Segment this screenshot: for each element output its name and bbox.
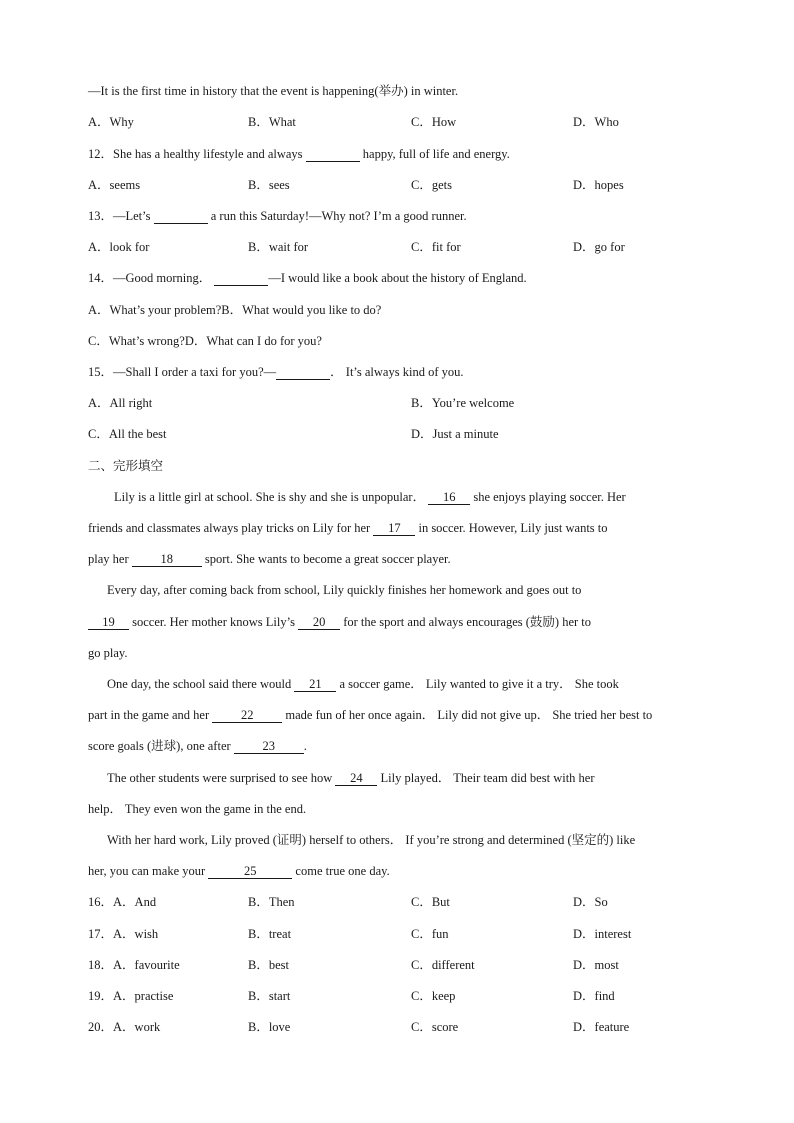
q12-stem-b: happy, full of life and energy. <box>359 147 510 161</box>
passage-text: One day, the school said there would <box>107 677 295 691</box>
q11-option-a[interactable]: A．Why <box>88 115 134 129</box>
blank-21[interactable]: 21 <box>294 677 336 692</box>
blank-25[interactable]: 25 <box>208 864 292 879</box>
q13-blank[interactable] <box>154 209 208 224</box>
option-text: A．work <box>113 1020 161 1034</box>
cloze-16-option-d[interactable]: D．So <box>573 895 608 909</box>
passage-text: score goals (进球), one after <box>88 739 234 753</box>
question-number: 20． <box>88 1020 114 1034</box>
blank-23[interactable]: 23 <box>234 739 304 754</box>
q11-stem-text: —It is the first time in history that the event is happening(举办) in winter. <box>88 84 459 98</box>
blank-22[interactable]: 22 <box>212 708 282 723</box>
passage-text: . <box>303 739 307 753</box>
q14-options-line2[interactable]: C．What’s wrong?D．What can I do for you? <box>88 334 322 348</box>
option-text: A．practise <box>113 989 174 1003</box>
option-text: A．And <box>113 895 157 909</box>
question-number: 16． <box>88 895 114 909</box>
q12-stem <box>88 145 704 163</box>
passage-line-10 <box>107 769 704 787</box>
passage-text: her, you can make your <box>88 864 209 878</box>
q14-stem-b: —I would like a book about the history of England. <box>268 271 527 285</box>
passage-text: soccer. Her mother knows Lily’s <box>129 615 299 629</box>
passage-line-8 <box>88 706 704 724</box>
passage-line-13 <box>88 862 704 880</box>
passage-line-9 <box>88 737 704 755</box>
cloze-18-option-b[interactable]: B．best <box>248 958 289 972</box>
blank-17[interactable]: 17 <box>373 521 415 536</box>
q11-option-d[interactable]: D．Who <box>573 115 619 129</box>
passage-text: come true one day. <box>292 864 390 878</box>
q13-option-d[interactable]: D．go for <box>573 240 625 254</box>
cloze-20-option-a[interactable] <box>88 1018 160 1036</box>
cloze-19-option-c[interactable]: C．keep <box>411 989 456 1003</box>
passage-text: in soccer. However, Lily just wants to <box>415 521 608 535</box>
question-number: 17． <box>88 927 114 941</box>
passage-text: Lily played． Their team did best with her <box>377 771 595 785</box>
cloze-18-option-d[interactable]: D．most <box>573 958 619 972</box>
q12-option-a[interactable]: A．seems <box>88 178 141 192</box>
q12-blank[interactable] <box>306 147 360 162</box>
cloze-18-option-c[interactable]: C．different <box>411 958 475 972</box>
q12-option-c[interactable]: C．gets <box>411 178 452 192</box>
passage-line-5 <box>88 613 704 631</box>
passage-line-12: With her hard work, Lily proved (证明) herself to others． If you’re strong and determined (坚定的) like <box>107 833 636 847</box>
cloze-20-option-c[interactable]: C．score <box>411 1020 459 1034</box>
passage-text: play her <box>88 552 132 566</box>
question-number: 18． <box>88 958 114 972</box>
cloze-17-option-d[interactable]: D．interest <box>573 927 632 941</box>
q13-stem-b: a run this Saturday!—Why not? I’m a good runner. <box>207 209 467 223</box>
passage-text: a soccer game． Lily wanted to give it a try． She took <box>336 677 619 691</box>
cloze-16-option-a[interactable] <box>88 893 156 911</box>
passage-text: friends and classmates always play tricks on Lily for her <box>88 521 374 535</box>
blank-19[interactable]: 19 <box>88 615 129 630</box>
q15-stem-b: ． It’s always kind of you. <box>330 365 464 379</box>
q13-option-c[interactable]: C．fit for <box>411 240 461 254</box>
q15-stem-a: 15．—Shall I order a taxi for you?— <box>88 365 277 379</box>
q15-option-b[interactable]: B．You’re welcome <box>411 396 515 410</box>
passage-text: The other students were surprised to see how <box>107 771 336 785</box>
cloze-17-option-a[interactable] <box>88 925 158 943</box>
cloze-19-option-b[interactable]: B．start <box>248 989 291 1003</box>
q12-stem-a: 12．She has a healthy lifestyle and always <box>88 147 306 161</box>
cloze-16-option-c[interactable]: C．But <box>411 895 450 909</box>
q15-stem <box>88 363 704 381</box>
passage-line-7 <box>107 675 704 693</box>
q11-option-b[interactable]: B．What <box>248 115 296 129</box>
passage-text: sport. She wants to become a great soccer player. <box>201 552 451 566</box>
cloze-16-option-b[interactable]: B．Then <box>248 895 295 909</box>
q15-blank[interactable] <box>276 365 330 380</box>
q12-option-b[interactable]: B．sees <box>248 178 290 192</box>
passage-text: for the sport and always encourages (鼓励) her to <box>340 615 592 629</box>
q11-option-c[interactable]: C．How <box>411 115 457 129</box>
q13-option-a[interactable]: A．look for <box>88 240 150 254</box>
passage-line-4: Every day, after coming back from school, Lily quickly finishes her homework and goes out to <box>107 583 582 597</box>
q13-option-b[interactable]: B．wait for <box>248 240 309 254</box>
passage-text: she enjoys playing soccer. Her <box>470 490 626 504</box>
passage-text: made fun of her once again． Lily did not give up． She tried her best to <box>282 708 653 722</box>
blank-18[interactable]: 18 <box>132 552 202 567</box>
q14-blank[interactable] <box>214 271 268 286</box>
blank-16[interactable]: 16 <box>428 490 470 505</box>
blank-20[interactable]: 20 <box>298 615 340 630</box>
cloze-19-option-d[interactable]: D．find <box>573 989 615 1003</box>
q14-stem-a: 14．—Good morning． <box>88 271 215 285</box>
q12-option-d[interactable]: D．hopes <box>573 178 624 192</box>
q13-stem <box>88 207 704 225</box>
cloze-18-option-a[interactable] <box>88 956 180 974</box>
q15-option-a[interactable]: A．All right <box>88 396 153 410</box>
passage-line-2 <box>88 519 704 537</box>
question-number: 19． <box>88 989 114 1003</box>
option-text: A．wish <box>113 927 159 941</box>
option-text: A．favourite <box>113 958 180 972</box>
passage-line-6: go play. <box>88 646 128 660</box>
q13-stem-a: 13．—Let’s <box>88 209 154 223</box>
passage-line-1 <box>114 488 704 506</box>
section-title: 二、完形填空 <box>88 458 164 473</box>
q14-options-line1[interactable]: A．What’s your problem?B．What would you like to do? <box>88 303 382 317</box>
cloze-19-option-a[interactable] <box>88 987 173 1005</box>
cloze-20-option-b[interactable]: B．love <box>248 1020 291 1034</box>
q15-option-d[interactable]: D．Just a minute <box>411 427 499 441</box>
passage-line-3 <box>88 550 704 568</box>
q15-option-c[interactable]: C．All the best <box>88 427 167 441</box>
passage-text: part in the game and her <box>88 708 213 722</box>
passage-line-11: help． They even won the game in the end. <box>88 802 307 816</box>
passage-text: Lily is a little girl at school. She is shy and she is unpopular． <box>114 490 429 504</box>
cloze-17-option-b[interactable]: B．treat <box>248 927 292 941</box>
blank-24[interactable]: 24 <box>335 771 377 786</box>
cloze-20-option-d[interactable]: D．feature <box>573 1020 630 1034</box>
q11-stem <box>88 82 704 100</box>
cloze-17-option-c[interactable]: C．fun <box>411 927 449 941</box>
q14-stem <box>88 269 704 287</box>
